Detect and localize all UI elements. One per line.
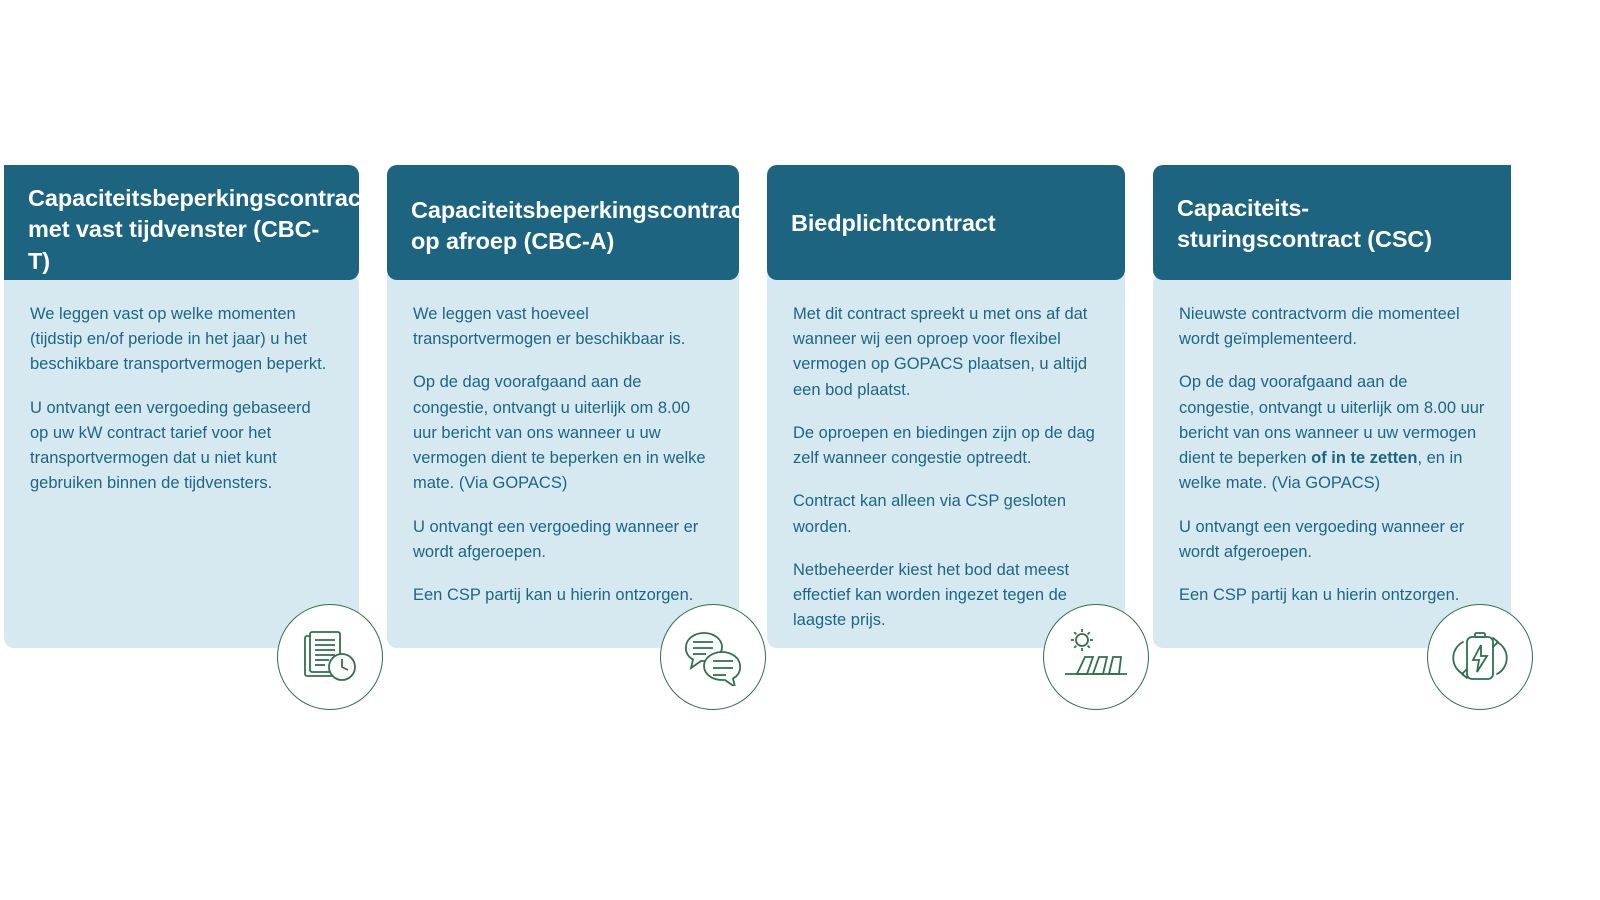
card-paragraph: Contract kan alleen via CSP gesloten worden.	[793, 492, 1067, 536]
battery-recycle-icon	[1427, 604, 1533, 710]
card-title: Capaciteitsbeperkingscontract op afroep (CBC-A)	[411, 197, 752, 255]
card-header-biedplichtcontract	[767, 165, 1125, 280]
card-paragraph: De oproepen en biedingen zijn op de dag zelf wanneer congestie optreedt.	[793, 423, 1095, 468]
card-title: Capaciteitsbeperkingscontract met vast tijdvenster (CBC-T)	[28, 185, 369, 274]
card-paragraph: Netbeheerder kiest het bod dat meest effectief kan worden ingezet tegen de laagste prijs.	[793, 560, 1070, 630]
card-body-biedplichtcontract	[767, 274, 1125, 648]
card-body-cbc-a	[387, 274, 739, 648]
card-header-cbc-a	[387, 165, 752, 280]
card-paragraph: Op de dag voorafgaand aan de congestie, ontvangt u uiterlijk om 8.00 uur bericht van ons wanneer u uw vermogen dient te beperken of in te zetten, en in welke mate. (Via GOPACS)	[1179, 373, 1485, 493]
card-biedplichtcontract	[767, 165, 1125, 648]
card-paragraph: Een CSP partij kan u hierin ontzorgen.	[413, 586, 694, 605]
solar-panel-sun-icon	[1043, 604, 1149, 710]
card-paragraph: U ontvangt een vergoeding wanneer er wordt afgeroepen.	[1179, 517, 1465, 561]
card-paragraph: U ontvangt een vergoeding wanneer er wordt afgeroepen.	[413, 517, 699, 561]
card-csc	[1153, 165, 1511, 648]
card-paragraph: We leggen vast hoeveel transportvermogen er beschikbaar is.	[413, 305, 686, 349]
card-paragraph: Een CSP partij kan u hierin ontzorgen.	[1179, 586, 1460, 605]
card-title: Capaciteits-sturingscontract (CSC)	[1177, 195, 1433, 253]
card-body-csc	[1153, 274, 1511, 648]
card-paragraph: Op de dag voorafgaand aan de congestie, ontvangt u uiterlijk om 8.00 uur bericht van ons wanneer u uw vermogen dient te beperken en in welke mate. (Via GOPACS)	[413, 373, 706, 493]
card-cbc-a	[387, 165, 752, 648]
speech-bubbles-icon	[660, 604, 766, 710]
cards-row	[4, 165, 1596, 648]
card-title: Biedplichtcontract	[791, 210, 996, 236]
card-body-cbc-t	[4, 274, 359, 648]
card-paragraph: U ontvangt een vergoeding gebaseerd op uw kW contract tarief voor het transportvermogen dat u niet kunt gebruiken binnen de tijdvensters.	[30, 398, 311, 493]
card-cbc-t	[4, 165, 369, 648]
card-header-csc	[1153, 165, 1511, 280]
card-header-cbc-t	[4, 165, 369, 280]
document-clock-icon	[277, 604, 383, 710]
card-paragraph: Nieuwste contractvorm die momenteel wordt geïmplementeerd.	[1179, 305, 1460, 349]
card-paragraph: Met dit contract spreekt u met ons af dat wanneer wij een oproep voor flexibel vermogen op GOPACS plaatsen, u altijd een bod plaatst.	[793, 305, 1088, 399]
card-paragraph: We leggen vast op welke momenten (tijdstip en/of periode in het jaar) u het beschikbare transportvermogen beperkt.	[30, 305, 327, 374]
